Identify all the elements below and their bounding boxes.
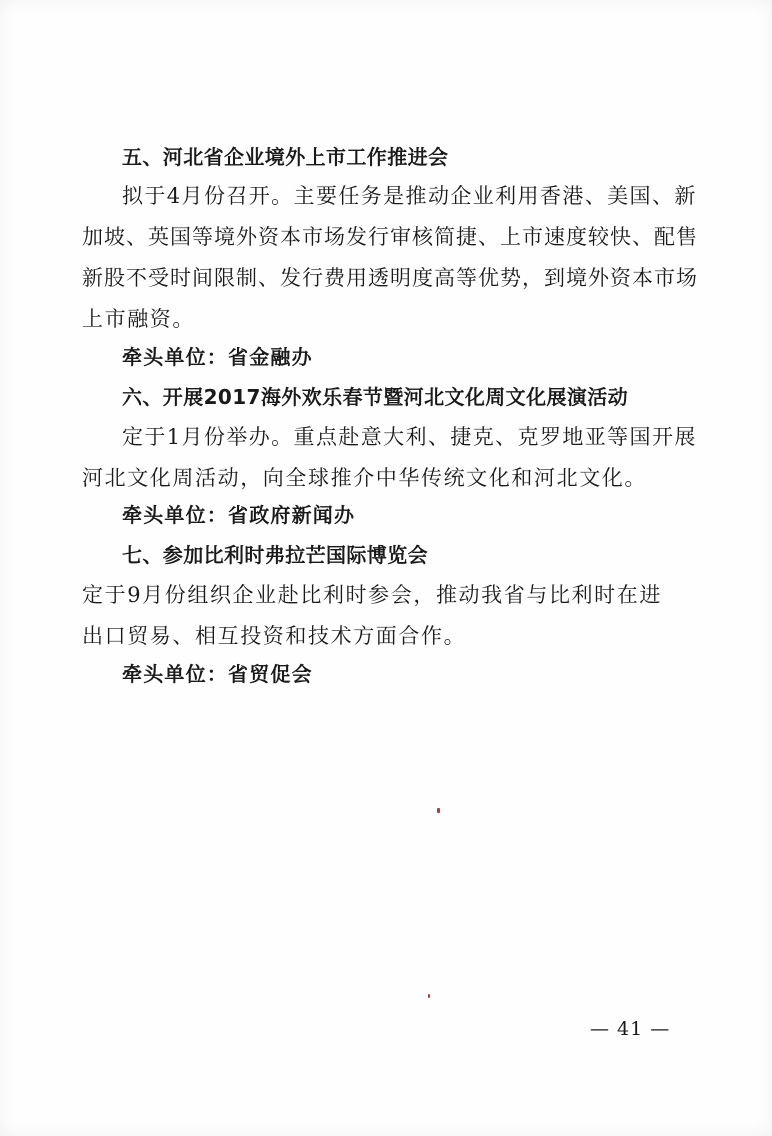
paragraph-line: 新股不受时间限制、发行费用透明度高等优势，到境外资本市场: [82, 266, 698, 290]
scan-speck: [428, 994, 430, 998]
lead-unit-label: 牵头单位：: [122, 503, 228, 527]
paragraph-line: 拟于4月份召开。主要任务是推动企业利用香港、美国、新: [122, 184, 697, 208]
lead-unit-name: 省政府新闻办: [228, 503, 356, 527]
lead-unit-line: [122, 659, 313, 689]
lead-unit-line: [122, 342, 313, 372]
paragraph-line: 定于9月份组织企业赴比利时参会，推动我省与比利时在进: [82, 583, 662, 607]
section-heading: 七、参加比利时弗拉芒国际博览会: [122, 543, 428, 567]
lead-unit-name: 省金融办: [228, 345, 313, 369]
paragraph-line: 加坡、英国等境外资本市场发行审核简捷、上市速度较快、配售: [82, 225, 698, 249]
paragraph-line: 河北文化周活动，向全球推介中华传统文化和河北文化。: [82, 466, 647, 490]
paragraph-line: 定于1月份举办。重点赴意大利、捷克、克罗地亚等国开展: [122, 425, 697, 449]
page-number: — 41 —: [590, 1018, 671, 1040]
scan-speck: [437, 808, 440, 813]
lead-unit-label: 牵头单位：: [122, 345, 228, 369]
section-heading: 五、河北省企业境外上市工作推进会: [122, 145, 449, 169]
section-heading: 六、开展2017海外欢乐春节暨河北文化周文化展演活动: [122, 385, 629, 409]
lead-unit-label: 牵头单位：: [122, 662, 228, 686]
lead-unit-name: 省贸促会: [228, 662, 313, 686]
paragraph-line: 上市融资。: [82, 307, 195, 331]
paragraph-line: 出口贸易、相互投资和技术方面合作。: [82, 624, 467, 648]
lead-unit-line: [122, 500, 355, 530]
